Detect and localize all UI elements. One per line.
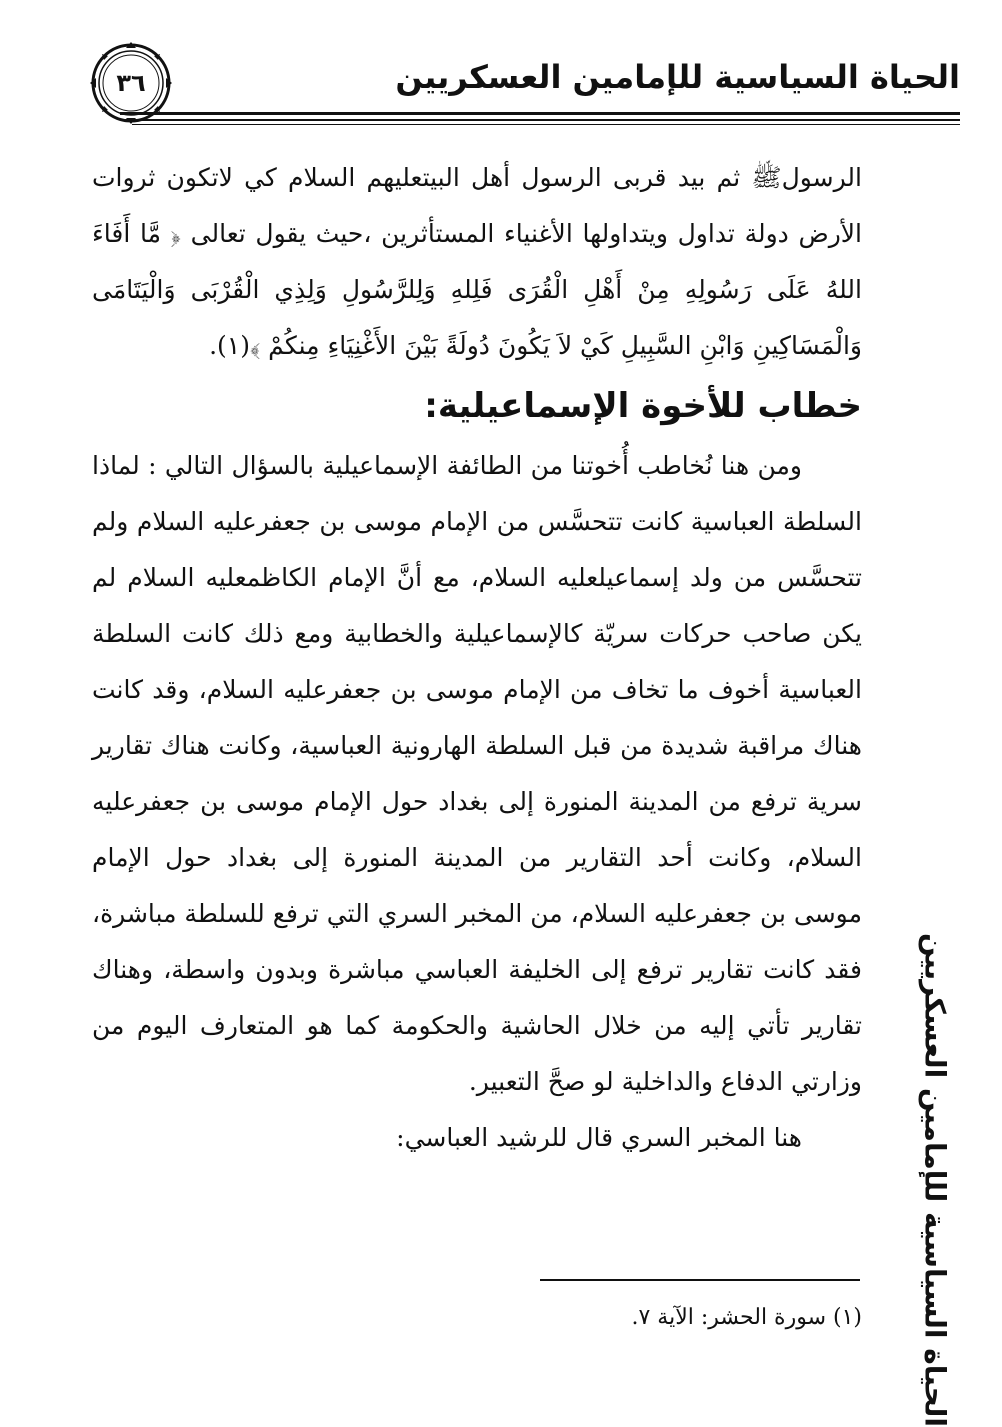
header-rule <box>120 119 960 121</box>
paragraph: هنا المخبر السري قال للرشيد العباسي: <box>396 1123 802 1152</box>
footnote-divider <box>540 1279 860 1281</box>
footnote: (١) سورة الحشر: الآية ٧. <box>631 1305 862 1330</box>
page-header <box>80 30 960 140</box>
page-number: ٣٦ <box>116 69 146 97</box>
paragraph: ومن هنا نُخاطب أُخوتنا من الطائفة الإسماعيلية بالسؤال التالي : لماذا السلطة العباسية كانت تتحسَّس من الإمام موسى بن جعفرعليه السلام ولم تتحسَّس من ولد إسماعيلعليه السلام، مع أنَّ الإمام الكاظمعليه السلام لم يكن صاحب حركات سريّة كالإسماعيلية والخطابية ومع ذلك كانت السلطة العباسية أخوف ما تخاف من الإمام موسى بن جعفرعليه السلام، وقد كانت هناك مراقبة شديدة من قبل السلطة الهارونية العباسية، وكانت هناك تقارير سرية ترفع من المدينة المنورة إلى بغداد حول الإمام موسى بن جعفرعليه السلام، وكانت أحد التقارير من المدينة المنورة إلى بغداد حول الإمام موسى بن جعفرعليه السلام، من المخبر السري التي ترفع للسلطة مباشرة، فقد كانت تقارير ترفع إلى الخليفة العباسي مباشرة وبدون واسطة، وهناك تقارير تأتي إليه من خلال الحاشية والحكومة كما هو المتعارف اليوم من وزارتي الدفاع والداخلية لو صحَّ التعبير. <box>92 451 862 1096</box>
header-rule <box>120 112 960 115</box>
paragraph: الرسولﷺ ثم بيد قربى الرسول أهل البيتعليهم السلام كي لاتكون ثروات الأرض دولة تداول ويتداولها الأغنياء المستأثرين ،حيث يقول تعالى ﴿ مَّا أَفَاءَ اللهُ عَلَى رَسُولِهِ مِنْ أَهْلِ الْقُرَى فَلِلهِ وَلِلرَّسُولِ وَلِذِي الْقُرْبَى وَالْيَتَامَى وَالْمَسَاكِينِ وَابْنِ السَّبِيلِ كَيْ لاَ يَكُونَ دُولَةً بَيْنَ الأَغْنِيَاءِ مِنكُمْ ﴾(١). <box>92 163 862 360</box>
running-title: الحياة السياسية للإمامين العسكريين <box>395 58 960 96</box>
section-heading: خطاب للأخوة الإسماعيلية: <box>424 386 862 426</box>
side-title: الحياة السياسية للإمامين العسكريين <box>918 932 952 1427</box>
header-rule <box>132 124 960 125</box>
page-content <box>92 150 862 1166</box>
